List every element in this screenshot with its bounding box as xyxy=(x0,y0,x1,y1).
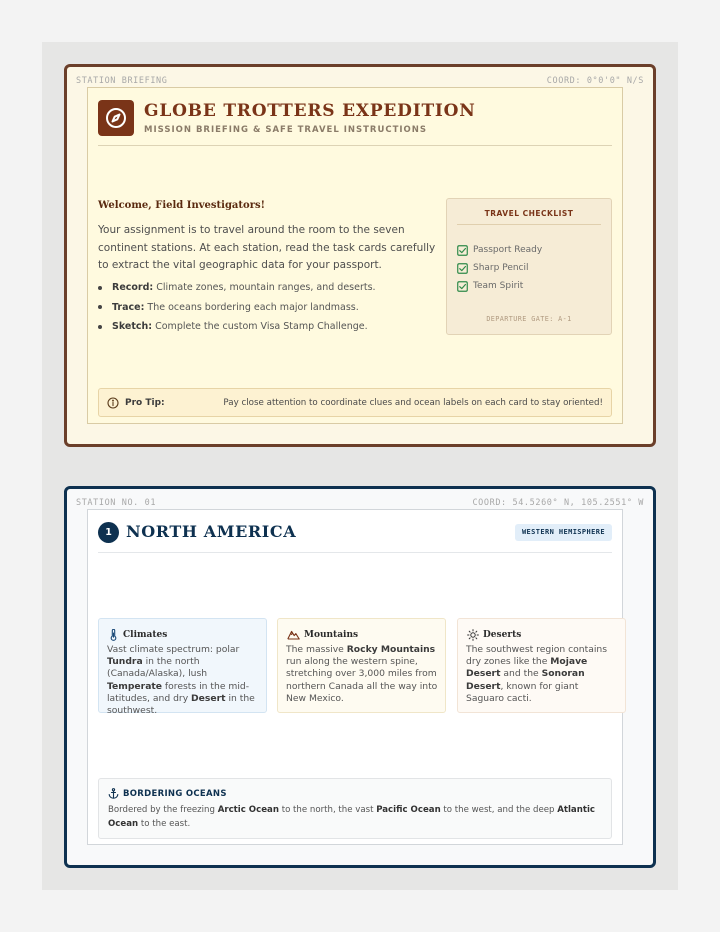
intro-paragraph: Your assignment is to travel around the room to the seven continent stations. At each station, read the task cards carefully to extract the vital geographic data for your passport. xyxy=(98,224,436,271)
checklist-label: Team Spirit xyxy=(473,281,524,291)
pro-tip-label: Pro Tip: xyxy=(125,398,165,408)
task-label: Trace: xyxy=(112,301,145,313)
task-label: Sketch: xyxy=(112,321,153,332)
oceans-title: BORDERING OCEANS xyxy=(123,788,227,799)
page-subtitle: MISSION BRIEFING & SAFE TRAVEL INSTRUCTIONS xyxy=(144,125,428,135)
pro-tip-banner xyxy=(98,388,612,417)
thermometer-icon xyxy=(108,629,119,641)
checkbox-checked-icon[interactable] xyxy=(457,263,468,274)
task-text: Climate zones, mountain ranges, and deserts. xyxy=(153,282,376,293)
mountain-icon xyxy=(287,629,300,640)
divider xyxy=(98,145,612,146)
climates-card xyxy=(98,618,267,717)
coord-label: COORD: 54.5260° N, 105.2551° W xyxy=(472,498,644,508)
station-panel xyxy=(87,509,623,845)
page-title: GLOBE TROTTERS EXPEDITION xyxy=(144,101,476,121)
deserts-card xyxy=(457,618,626,713)
coord-label: COORD: 0°0'0" N/S xyxy=(546,76,644,86)
briefing-panel xyxy=(87,87,623,424)
feature-title: Mountains xyxy=(304,629,359,640)
departure-gate: DEPARTURE GATE: A-1 xyxy=(486,315,572,323)
oceans-text: Bordered by the freezing Arctic Ocean to the north, the vast Pacific Ocean to the west, and the deep Atlantic Ocean to the east. xyxy=(108,805,595,829)
feature-text: The southwest region contains dry zones like the Mojave Desert and the Sonoran Desert, known for giant Saguaro cacti. xyxy=(466,644,608,704)
divider xyxy=(457,224,601,225)
task-text: The oceans bordering each major landmass. xyxy=(144,301,359,313)
sun-icon xyxy=(467,629,479,641)
welcome-heading: Welcome, Field Investigators! xyxy=(98,200,265,211)
feature-title: Deserts xyxy=(483,630,522,640)
checklist-title: TRAVEL CHECKLIST xyxy=(484,209,574,218)
station-label: STATION BRIEFING xyxy=(76,76,168,86)
info-icon xyxy=(107,397,119,409)
checklist-label: Sharp Pencil xyxy=(473,263,529,273)
mountains-card xyxy=(277,618,446,713)
feature-text: The massive Rocky Mountains run along the western spine, stretching over 3,000 miles from northern Canada all the way into New Mexico. xyxy=(286,644,438,704)
anchor-icon xyxy=(108,788,119,799)
task-item xyxy=(98,301,443,314)
checklist-label: Passport Ready xyxy=(473,245,543,255)
continent-title: NORTH AMERICA xyxy=(126,522,297,541)
checklist-item[interactable] xyxy=(457,280,523,292)
task-item xyxy=(98,320,443,333)
checkbox-checked-icon[interactable] xyxy=(457,245,468,256)
travel-checklist xyxy=(446,198,612,335)
task-item xyxy=(98,281,443,294)
checklist-item[interactable] xyxy=(457,262,529,274)
checklist-item[interactable] xyxy=(457,244,542,256)
task-label: Record: xyxy=(112,282,154,293)
pro-tip-text: Pay close attention to coordinate clues and ocean labels on each card to stay oriented! xyxy=(223,398,603,408)
task-text: Complete the custom Visa Stamp Challenge. xyxy=(152,321,368,332)
compass-icon xyxy=(98,100,134,136)
briefing-card xyxy=(64,64,656,447)
station-number-badge: 1 xyxy=(98,522,119,543)
station-card xyxy=(64,486,656,868)
hemisphere-badge: WESTERN HEMISPHERE xyxy=(515,524,612,541)
divider xyxy=(98,552,612,553)
station-number-label: STATION NO. 01 xyxy=(76,498,157,508)
feature-text: Vast climate spectrum: polar Tundra in the north (Canada/Alaska), lush Temperate forests in the mid-latitudes, and dry Desert in the southwest. xyxy=(107,644,255,717)
checkbox-checked-icon[interactable] xyxy=(457,281,468,292)
task-list xyxy=(98,281,443,340)
bordering-oceans-card xyxy=(98,778,612,839)
feature-title: Climates xyxy=(123,630,168,640)
